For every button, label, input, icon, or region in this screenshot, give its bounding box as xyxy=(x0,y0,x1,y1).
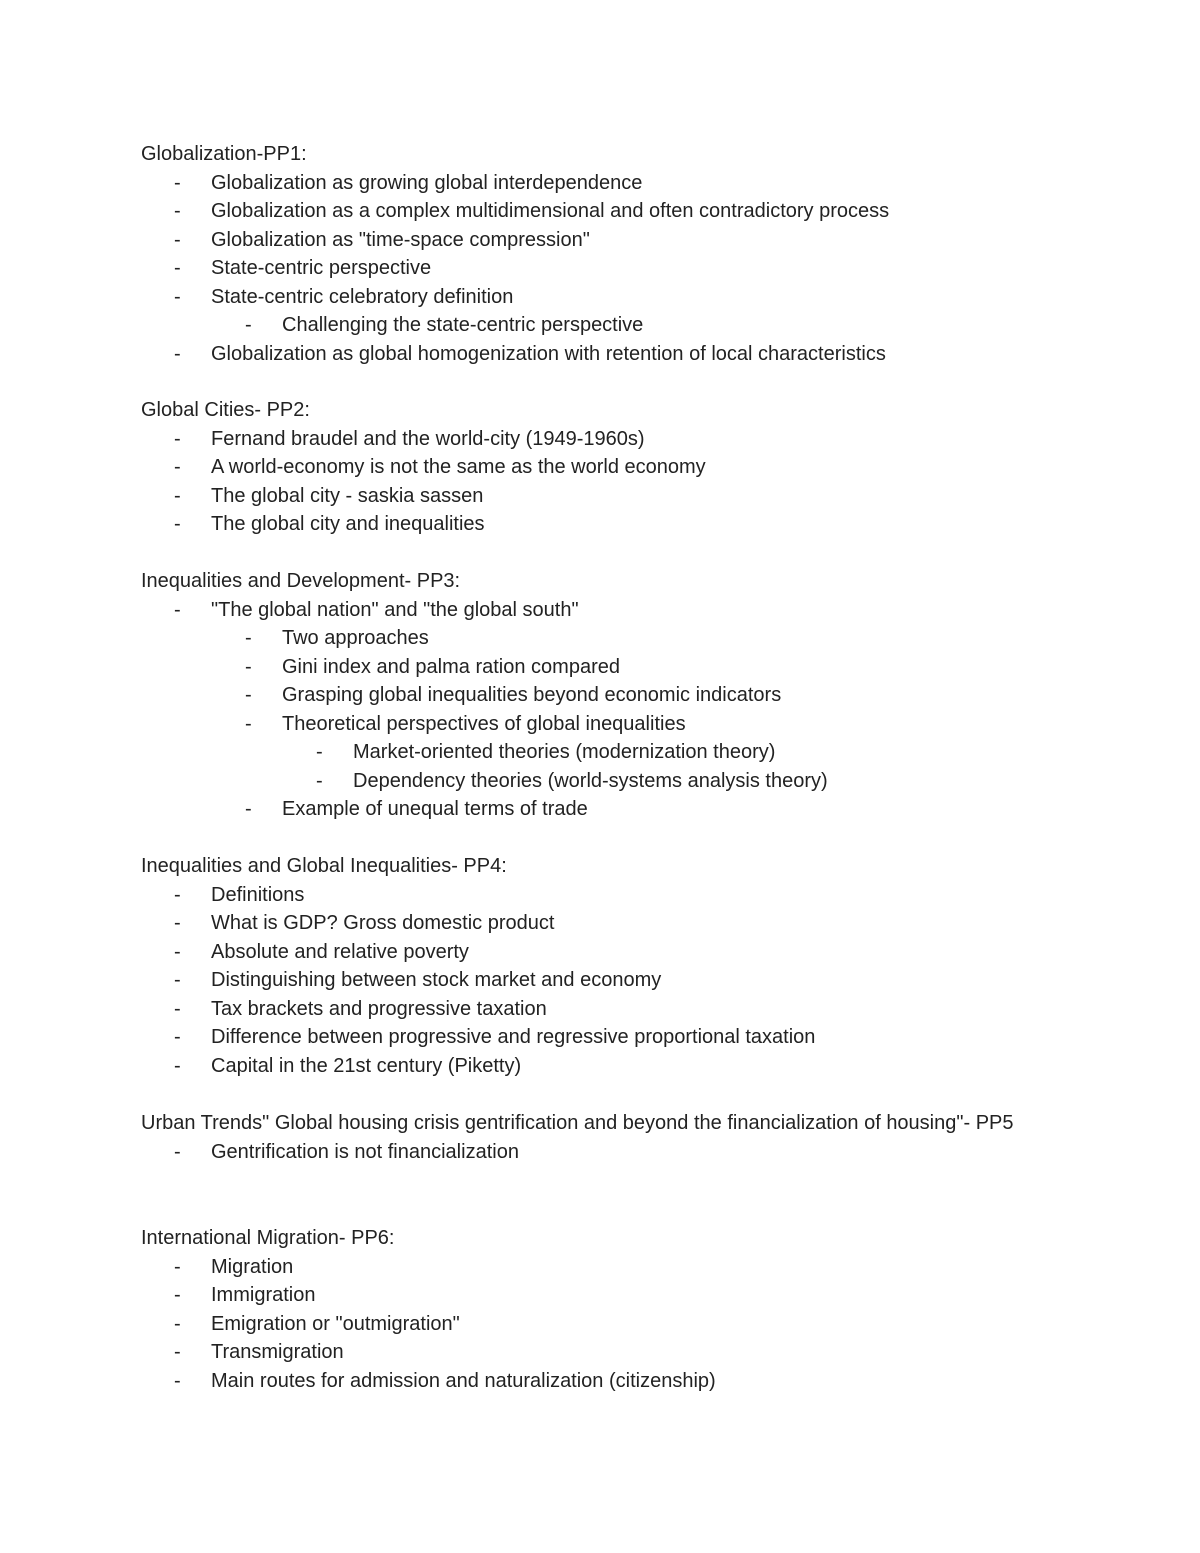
bullet-dash: - xyxy=(245,712,252,735)
list-item xyxy=(141,453,1061,482)
list-item xyxy=(141,596,1061,625)
list-item xyxy=(141,1138,1061,1167)
list-item xyxy=(141,909,1061,938)
list-item-text: Gini index and palma ration compared xyxy=(282,655,620,678)
list-item-text: Capital in the 21st century (Piketty) xyxy=(211,1054,522,1077)
bullet-dash: - xyxy=(174,228,181,251)
list-item-text: What is GDP? Gross domestic product xyxy=(211,912,555,934)
list-item-text: State-centric celebratory definition xyxy=(211,285,514,308)
list-item-text: The global city and inequalities xyxy=(211,513,485,535)
list-item xyxy=(141,482,1061,511)
list-item-text: Definitions xyxy=(211,883,305,906)
section-inequalities-development xyxy=(141,567,1061,824)
bullet-dash: - xyxy=(174,1284,181,1306)
list-item-text: Gentrification is not financialization xyxy=(211,1140,519,1163)
list-item xyxy=(141,1023,1061,1052)
list-item xyxy=(141,938,1061,967)
list-item xyxy=(141,340,1061,369)
section-international-migration xyxy=(141,1224,1061,1395)
section-heading: Inequalities and Global Inequalities- PP4: xyxy=(141,855,507,877)
list-item-text: Globalization as growing global interdependence xyxy=(211,171,643,194)
sub-list-item xyxy=(141,624,1061,653)
list-item-text: The global city - saskia sassen xyxy=(211,484,484,507)
list-item-text: A world-economy is not the same as the world economy xyxy=(211,456,706,478)
list-item-text: Globalization as global homogenization with retention of local characteristics xyxy=(211,342,886,365)
bullet-dash: - xyxy=(174,1312,181,1335)
list-item-text: State-centric perspective xyxy=(211,257,432,279)
sub-sub-list-item xyxy=(141,767,1061,796)
bullet-dash: - xyxy=(174,1255,181,1278)
bullet-dash: - xyxy=(174,1026,181,1048)
list-item-text: Distinguishing between stock market and economy xyxy=(211,969,662,991)
section-urban-trends xyxy=(141,1109,1061,1166)
bullet-dash: - xyxy=(174,257,181,279)
list-item xyxy=(141,254,1061,283)
sub-sub-list-item xyxy=(141,738,1061,767)
bullet-dash: - xyxy=(245,314,252,336)
list-item-text: Theoretical perspectives of global inequalities xyxy=(282,712,686,735)
list-item xyxy=(141,1052,1061,1081)
list-item xyxy=(141,1281,1061,1310)
bullet-dash: - xyxy=(174,1140,181,1163)
bullet-dash: - xyxy=(174,171,181,194)
section-heading: Inequalities and Development- PP3: xyxy=(141,570,461,592)
list-item xyxy=(141,1310,1061,1339)
bullet-dash: - xyxy=(174,598,181,621)
bullet-dash: - xyxy=(174,940,181,963)
list-item xyxy=(141,1253,1061,1282)
list-item xyxy=(141,510,1061,539)
bullet-dash: - xyxy=(174,342,181,365)
list-item-text: Grasping global inequalities beyond economic indicators xyxy=(282,684,782,706)
list-item-text: Two approaches xyxy=(282,627,429,649)
bullet-dash: - xyxy=(174,427,181,450)
bullet-dash: - xyxy=(174,912,181,934)
bullet-dash: - xyxy=(174,997,181,1020)
list-item-text: Difference between progressive and regressive proportional taxation xyxy=(211,1026,816,1048)
bullet-dash: - xyxy=(316,769,323,792)
bullet-dash: - xyxy=(174,285,181,308)
list-item-text: Main routes for admission and naturalization (citizenship) xyxy=(211,1369,716,1392)
bullet-dash: - xyxy=(245,655,252,678)
bullet-dash: - xyxy=(316,741,323,763)
bullet-dash: - xyxy=(174,456,181,478)
list-item-text: Immigration xyxy=(211,1284,316,1306)
list-item xyxy=(141,966,1061,995)
section-heading: Globalization-PP1: xyxy=(141,143,307,165)
sub-list-item xyxy=(141,681,1061,710)
list-item-text: Tax brackets and progressive taxation xyxy=(211,997,547,1020)
bullet-dash: - xyxy=(174,1369,181,1392)
list-item-text: "The global nation" and "the global south" xyxy=(211,598,579,621)
bullet-dash: - xyxy=(174,484,181,507)
section-heading: International Migration- PP6: xyxy=(141,1227,395,1249)
sub-list-item xyxy=(141,311,1061,340)
section-heading: Global Cities- PP2: xyxy=(141,399,310,421)
list-item-text: Migration xyxy=(211,1255,294,1278)
list-item xyxy=(141,995,1061,1024)
bullet-dash: - xyxy=(245,684,252,706)
list-item xyxy=(141,1367,1061,1396)
list-item-text: Fernand braudel and the world-city (1949-1960s) xyxy=(211,427,645,450)
list-item-text: Market-oriented theories (modernization theory) xyxy=(353,741,776,763)
list-item-text: Globalization as a complex multidimensional and often contradictory process xyxy=(211,200,890,222)
section-global-inequalities xyxy=(141,852,1061,1080)
bullet-dash: - xyxy=(174,969,181,991)
list-item xyxy=(141,1338,1061,1367)
bullet-dash: - xyxy=(245,798,252,820)
sub-list-item xyxy=(141,795,1061,824)
list-item-text: Dependency theories (world-systems analysis theory) xyxy=(353,769,828,792)
list-item-text: Example of unequal terms of trade xyxy=(282,798,588,820)
section-heading: Urban Trends" Global housing crisis gentrification and beyond the financialization of housing"- PP5 xyxy=(141,1112,1014,1134)
list-item xyxy=(141,169,1061,198)
bullet-dash: - xyxy=(174,513,181,535)
list-item xyxy=(141,425,1061,454)
list-item xyxy=(141,226,1061,255)
list-item-text: Globalization as "time-space compression" xyxy=(211,228,590,251)
sub-list-item xyxy=(141,653,1061,682)
section-global-cities xyxy=(141,396,1061,539)
bullet-dash: - xyxy=(174,883,181,906)
bullet-dash: - xyxy=(245,627,252,649)
list-item-text: Absolute and relative poverty xyxy=(211,940,469,963)
bullet-dash: - xyxy=(174,200,181,222)
list-item-text: Transmigration xyxy=(211,1341,344,1363)
sub-list-item xyxy=(141,710,1061,739)
bullet-dash: - xyxy=(174,1054,181,1077)
list-item-text: Emigration or "outmigration" xyxy=(211,1312,460,1335)
list-item-text: Challenging the state-centric perspective xyxy=(282,314,644,336)
bullet-dash: - xyxy=(174,1341,181,1363)
list-item xyxy=(141,881,1061,910)
list-item xyxy=(141,283,1061,312)
list-item xyxy=(141,197,1061,226)
section-globalization xyxy=(141,140,1061,368)
